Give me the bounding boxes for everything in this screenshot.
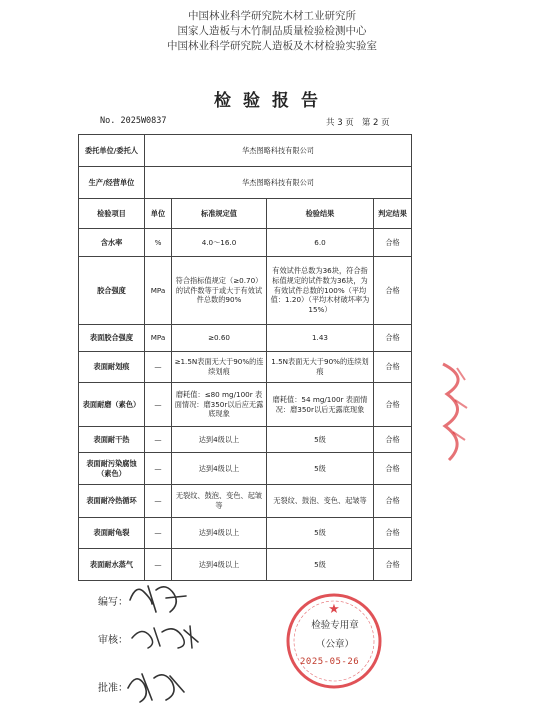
cell-verdict: 合格 — [374, 427, 412, 453]
cell-verdict: 合格 — [374, 325, 412, 352]
header-line-3: 中国林业科学研究院人造板及木材检验实验室 — [167, 40, 377, 52]
results-table — [78, 134, 412, 581]
compiler-label: 编写： — [98, 597, 128, 608]
approver-label: 批准： — [98, 683, 128, 694]
info-label: 生产/经营单位 — [79, 167, 145, 199]
cell-standard: ≥0.60 — [172, 325, 267, 352]
header-line-2: 国家人造板与木竹制品质量检验检测中心 — [177, 25, 367, 37]
column-header: 判定结果 — [374, 199, 412, 229]
seal-text-line1: 检验专用章 — [311, 620, 359, 631]
cell-verdict: 合格 — [374, 352, 412, 383]
cell-item: 表面耐冷热循环 — [79, 485, 145, 518]
column-header: 单位 — [145, 199, 172, 229]
cell-unit: — — [145, 352, 172, 383]
table-header-row — [79, 199, 412, 229]
seal-date: 2025-05-26 — [300, 657, 360, 667]
cell-item: 表面耐污染腐蚀（素色） — [79, 453, 145, 485]
cell-unit: MPa — [145, 257, 172, 325]
cell-standard: 达到4级以上 — [172, 453, 267, 485]
table-row — [79, 352, 412, 383]
cell-verdict: 合格 — [374, 453, 412, 485]
info-row — [79, 167, 412, 199]
approver-signature — [122, 664, 192, 708]
cell-unit: — — [145, 549, 172, 581]
cell-standard: 达到4级以上 — [172, 518, 267, 549]
column-header: 检验结果 — [267, 199, 374, 229]
table-row — [79, 325, 412, 352]
info-row — [79, 135, 412, 167]
reviewer-label: 审核： — [98, 635, 128, 646]
cell-item: 表面耐磨（素色） — [79, 383, 145, 427]
cell-unit: — — [145, 383, 172, 427]
cell-result: 1.5N表面无大于90%的连续划痕 — [267, 352, 374, 383]
cell-standard: 无裂纹、鼓泡、变色、起皱等 — [172, 485, 267, 518]
page-indicator — [326, 116, 398, 128]
cell-unit: — — [145, 453, 172, 485]
cell-standard: 4.0～16.0 — [172, 229, 267, 257]
cell-item: 表面耐龟裂 — [79, 518, 145, 549]
column-header: 标准规定值 — [172, 199, 267, 229]
table-row — [79, 427, 412, 453]
page-total: 共 3 页 — [326, 118, 354, 128]
cell-verdict: 合格 — [374, 518, 412, 549]
cell-verdict: 合格 — [374, 257, 412, 325]
cell-item: 表面耐水蒸气 — [79, 549, 145, 581]
info-value: 华杰图略科技有限公司 — [145, 167, 412, 199]
cell-item: 表面耐干热 — [79, 427, 145, 453]
column-header: 检验项目 — [79, 199, 145, 229]
cell-standard: ≥1.5N表面无大于90%的连续划痕 — [172, 352, 267, 383]
page-current: 第 2 页 — [361, 118, 390, 128]
report-number: No. 2025W0837 — [100, 116, 167, 126]
cell-standard: 达到4级以上 — [172, 427, 267, 453]
cell-unit: — — [145, 518, 172, 549]
table-row — [79, 485, 412, 518]
table-row — [79, 257, 412, 325]
table-row — [79, 229, 412, 257]
cell-verdict: 合格 — [374, 229, 412, 257]
table-row — [79, 453, 412, 485]
cell-item: 含水率 — [79, 229, 145, 257]
svg-text:★: ★ — [328, 602, 340, 617]
cell-verdict: 合格 — [374, 383, 412, 427]
cell-result: 5级 — [267, 453, 374, 485]
reviewer-signature — [126, 618, 206, 652]
cell-unit: — — [145, 485, 172, 518]
seal-text-line2: （公章） — [315, 639, 354, 650]
cell-result: 6.0 — [267, 229, 374, 257]
cell-standard: 磨耗值：≤80 mg/100r 表面情况：磨350r以后应无露底现象 — [172, 383, 267, 427]
cell-unit: % — [145, 229, 172, 257]
table-row — [79, 518, 412, 549]
cell-result: 5级 — [267, 427, 374, 453]
table-row — [79, 383, 412, 427]
cell-result: 1.43 — [267, 325, 374, 352]
cell-item: 表面耐划痕 — [79, 352, 145, 383]
cell-result: 磨耗值：54 mg/100r 表面情况：磨350r以后无露底现象 — [267, 383, 374, 427]
cell-item: 表面胶合强度 — [79, 325, 145, 352]
cell-unit: — — [145, 427, 172, 453]
cell-unit: MPa — [145, 325, 172, 352]
cell-standard: 符合指标值规定（≥0.70）的试件数等于或大于有效试件总数的90% — [172, 257, 267, 325]
cell-result: 有效试件总数为36块，符合指标值规定的试件数为36块，为有效试件总数的100%（平均值：1.20）（平均木材破坏率为15%） — [267, 257, 374, 325]
cell-result: 无裂纹、鼓泡、变色、起皱等 — [267, 485, 374, 518]
table-row — [79, 549, 412, 581]
cell-verdict: 合格 — [374, 549, 412, 581]
info-value: 华杰图略科技有限公司 — [145, 135, 412, 167]
cell-standard: 达到4级以上 — [172, 549, 267, 581]
cell-item: 胶合强度 — [79, 257, 145, 325]
cell-result: 5级 — [267, 549, 374, 581]
cell-verdict: 合格 — [374, 485, 412, 518]
compiler-signature — [122, 578, 192, 618]
page-seam-stamp — [437, 360, 477, 468]
header-line-1: 中国林业科学研究院木材工业研究所 — [188, 10, 356, 22]
cell-result: 5级 — [267, 518, 374, 549]
report-title: 检验报告 — [214, 91, 330, 111]
info-label: 委托单位/委托人 — [79, 135, 145, 167]
